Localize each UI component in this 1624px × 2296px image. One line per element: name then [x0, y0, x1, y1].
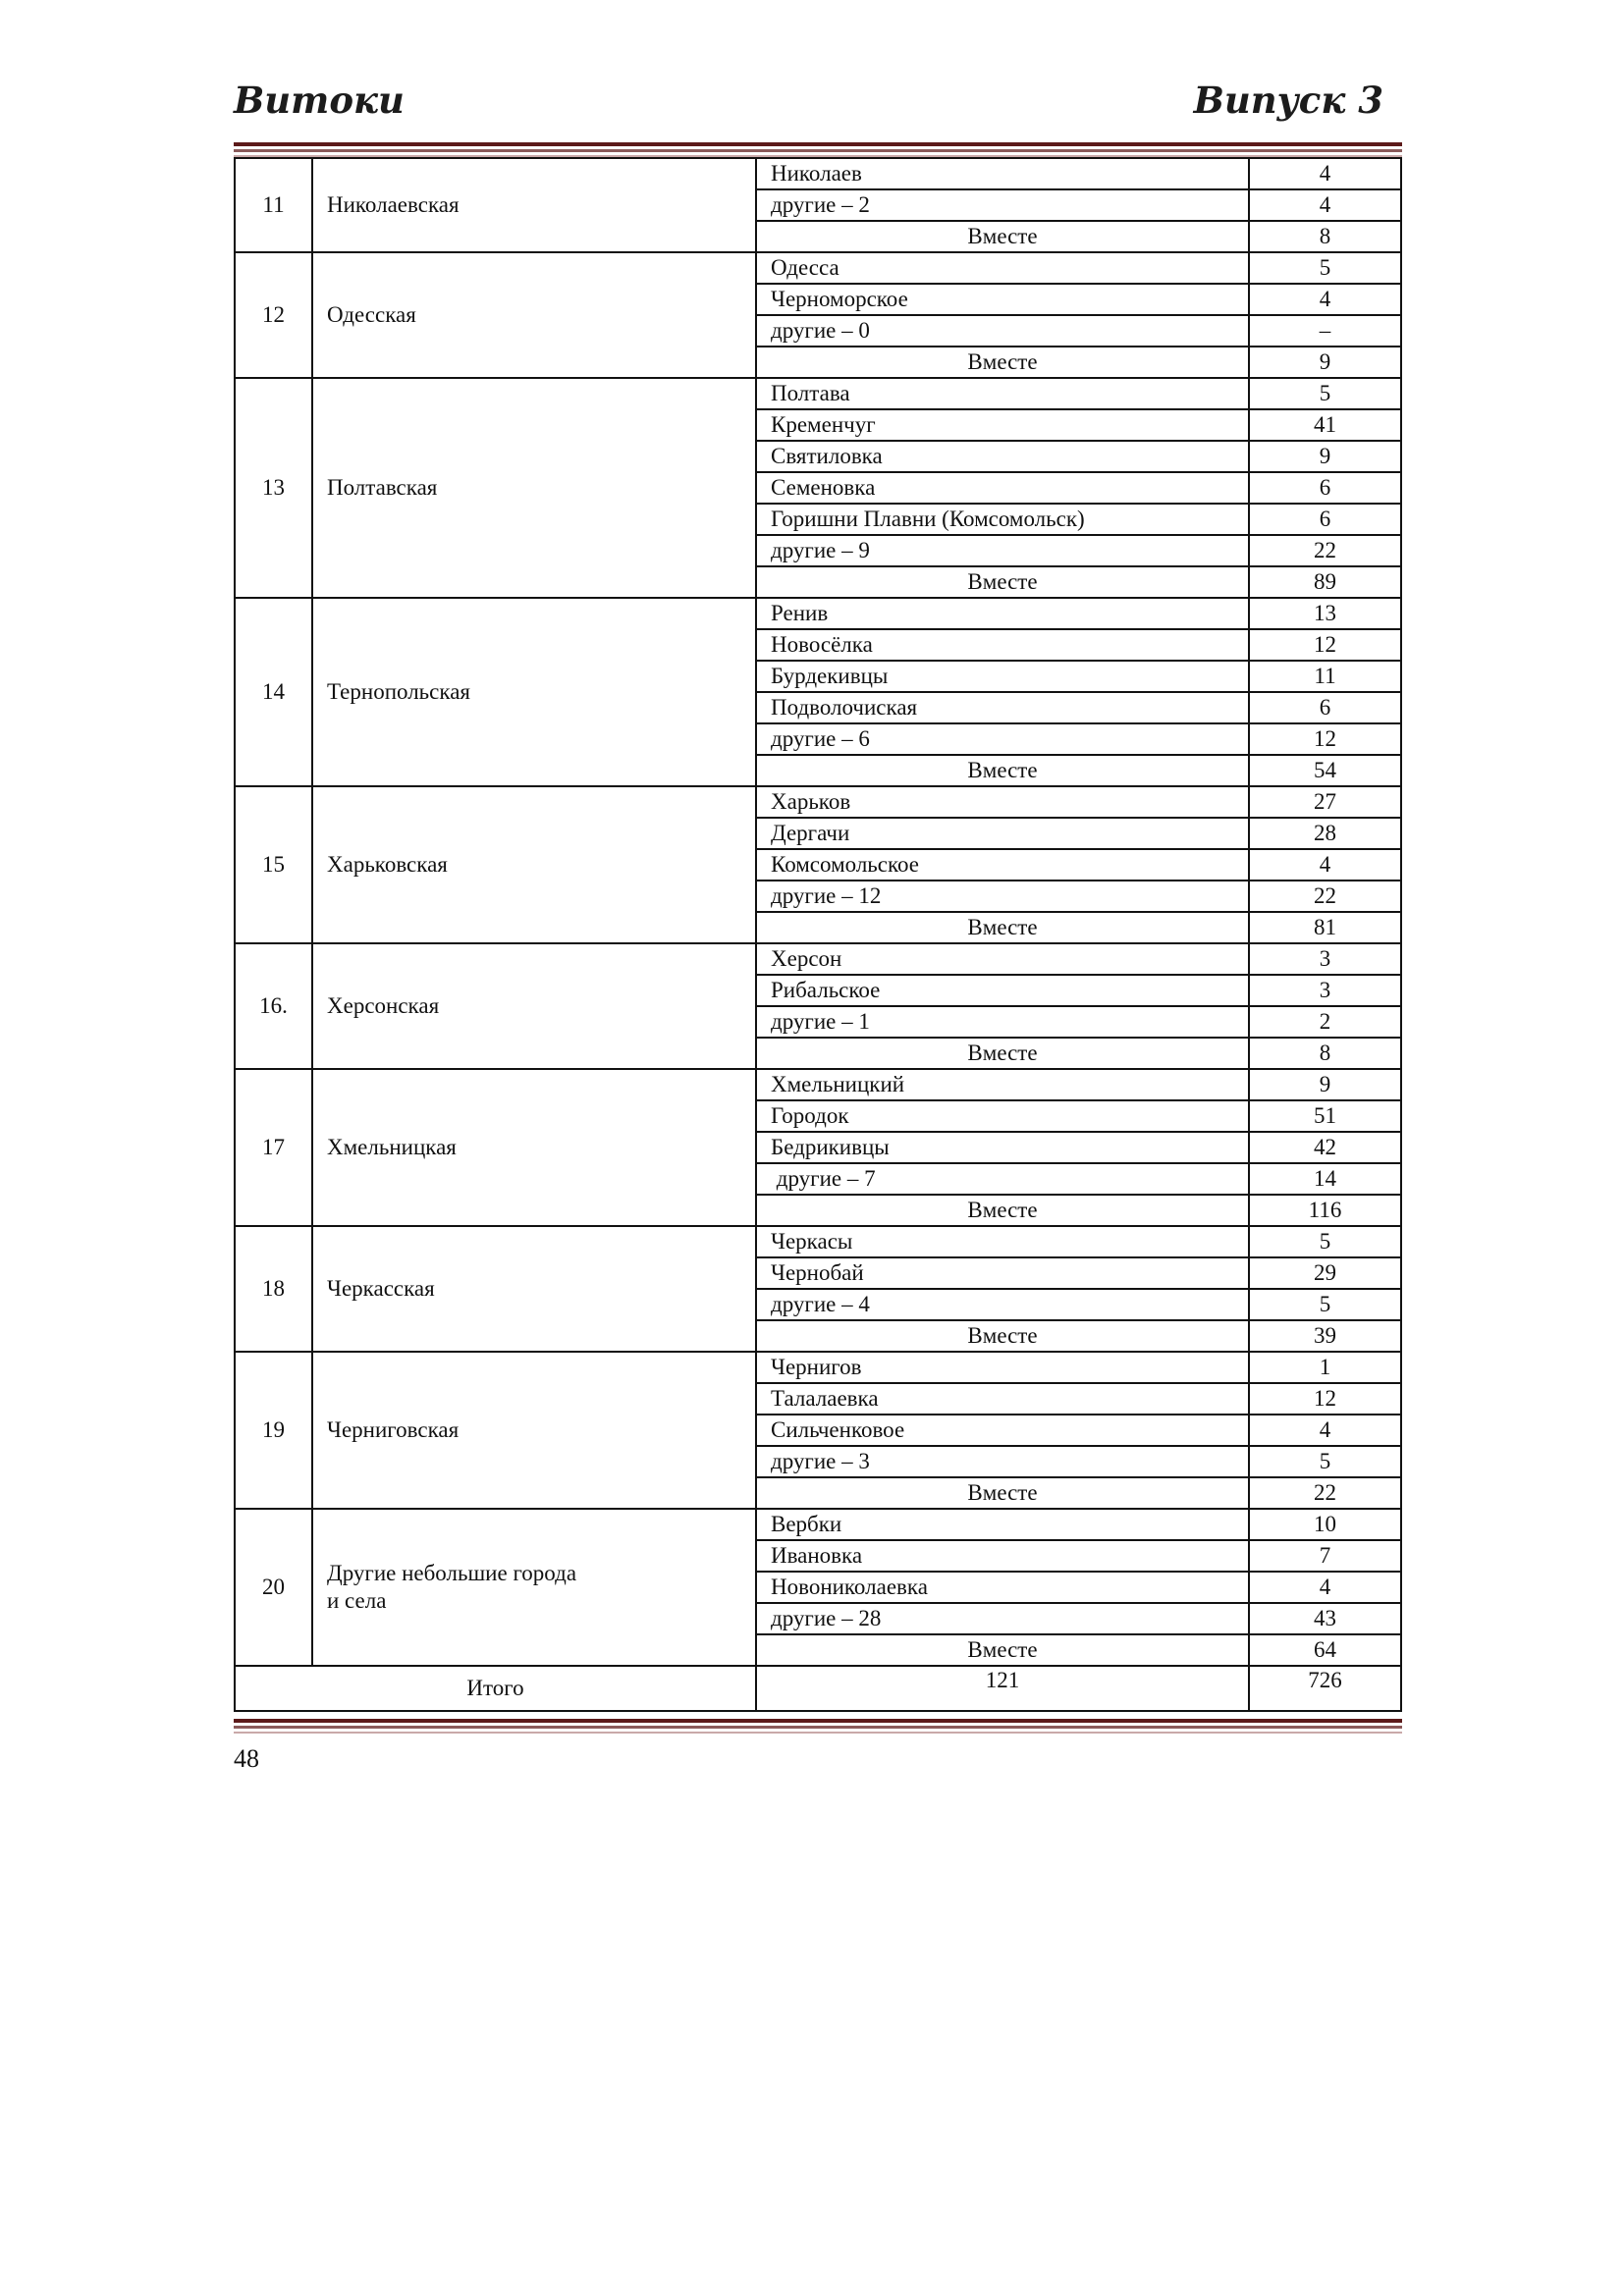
- settlement-count: 28: [1249, 818, 1401, 849]
- table-row: [235, 598, 1401, 629]
- settlement-name: Новониколаевка: [756, 1572, 1249, 1603]
- settlement-count: 43: [1249, 1603, 1401, 1634]
- subtotal-value: 39: [1249, 1320, 1401, 1352]
- settlement-name: Горишни Плавни (Комсомольск): [756, 504, 1249, 535]
- settlement-count: 51: [1249, 1100, 1401, 1132]
- settlement-count: 12: [1249, 629, 1401, 661]
- settlement-name: другие – 6: [756, 723, 1249, 755]
- table-row: [235, 1069, 1401, 1100]
- total-count: 726: [1249, 1666, 1401, 1711]
- subtotal-label: Вместе: [756, 566, 1249, 598]
- settlement-count: 22: [1249, 881, 1401, 912]
- settlement-name: Рибальское: [756, 975, 1249, 1006]
- settlement-name: Новосёлка: [756, 629, 1249, 661]
- settlement-count: 5: [1249, 1226, 1401, 1257]
- row-number: 16.: [235, 943, 312, 1069]
- region-name: Херсонская: [312, 943, 756, 1069]
- table-row: [235, 1352, 1401, 1383]
- row-number: 11: [235, 158, 312, 252]
- region-name: Черниговская: [312, 1352, 756, 1509]
- settlement-count: 27: [1249, 786, 1401, 818]
- settlement-name: Полтава: [756, 378, 1249, 409]
- settlement-name: другие – 0: [756, 315, 1249, 347]
- running-header-issue: Випуск 3: [1193, 79, 1383, 122]
- settlement-name: Святиловка: [756, 441, 1249, 472]
- table-row: [235, 1509, 1401, 1540]
- settlement-name: Херсон: [756, 943, 1249, 975]
- region-name: Другие небольшие города и села: [312, 1509, 756, 1666]
- region-name: Николаевская: [312, 158, 756, 252]
- settlement-count: 12: [1249, 723, 1401, 755]
- row-number: 13: [235, 378, 312, 598]
- region-name: Хмельницкая: [312, 1069, 756, 1226]
- settlements-table: [234, 157, 1402, 1712]
- settlement-name: Сильченковое: [756, 1415, 1249, 1446]
- region-name: Тернопольская: [312, 598, 756, 786]
- subtotal-label: Вместе: [756, 1634, 1249, 1666]
- table-row: [235, 943, 1401, 975]
- subtotal-value: 54: [1249, 755, 1401, 786]
- settlement-name: другие – 7: [756, 1163, 1249, 1195]
- subtotal-value: 22: [1249, 1477, 1401, 1509]
- settlement-name: Бурдекивцы: [756, 661, 1249, 692]
- footer-rule: [234, 1719, 1402, 1734]
- settlement-count: 2: [1249, 1006, 1401, 1038]
- row-number: 17: [235, 1069, 312, 1226]
- settlement-name: Ивановка: [756, 1540, 1249, 1572]
- subtotal-label: Вместе: [756, 1477, 1249, 1509]
- settlement-name: Подволочиская: [756, 692, 1249, 723]
- settlement-name: другие – 12: [756, 881, 1249, 912]
- settlement-count: 4: [1249, 849, 1401, 881]
- subtotal-label: Вместе: [756, 221, 1249, 252]
- subtotal-value: 81: [1249, 912, 1401, 943]
- page-number: 48: [234, 1744, 259, 1773]
- settlement-name: Дергачи: [756, 818, 1249, 849]
- subtotal-label: Вместе: [756, 755, 1249, 786]
- subtotal-label: Вместе: [756, 1320, 1249, 1352]
- running-header-title: Витоки: [234, 79, 405, 122]
- region-name: Черкасская: [312, 1226, 756, 1352]
- settlement-count: 11: [1249, 661, 1401, 692]
- settlement-count: 4: [1249, 158, 1401, 189]
- settlement-count: 6: [1249, 472, 1401, 504]
- row-number: 14: [235, 598, 312, 786]
- settlement-name: Семеновка: [756, 472, 1249, 504]
- subtotal-value: 8: [1249, 1038, 1401, 1069]
- settlement-count: –: [1249, 315, 1401, 347]
- region-name: Одесская: [312, 252, 756, 378]
- settlements-table-body: [235, 158, 1401, 1711]
- settlement-name: Чернигов: [756, 1352, 1249, 1383]
- settlement-count: 42: [1249, 1132, 1401, 1163]
- settlement-count: 12: [1249, 1383, 1401, 1415]
- settlement-name: Городок: [756, 1100, 1249, 1132]
- settlement-count: 41: [1249, 409, 1401, 441]
- settlement-name: другие – 28: [756, 1603, 1249, 1634]
- settlement-name: Вербки: [756, 1509, 1249, 1540]
- region-name: Харьковская: [312, 786, 756, 943]
- settlement-count: 29: [1249, 1257, 1401, 1289]
- settlement-count: 5: [1249, 1289, 1401, 1320]
- total-row: [235, 1666, 1401, 1711]
- subtotal-label: Вместе: [756, 347, 1249, 378]
- settlement-count: 5: [1249, 1446, 1401, 1477]
- settlement-count: 9: [1249, 1069, 1401, 1100]
- row-number: 12: [235, 252, 312, 378]
- settlement-name: Черноморское: [756, 284, 1249, 315]
- table-row: [235, 252, 1401, 284]
- settlement-name: другие – 3: [756, 1446, 1249, 1477]
- settlement-count: 5: [1249, 378, 1401, 409]
- settlement-name: другие – 2: [756, 189, 1249, 221]
- subtotal-value: 116: [1249, 1195, 1401, 1226]
- settlement-name: другие – 1: [756, 1006, 1249, 1038]
- settlement-count: 4: [1249, 1572, 1401, 1603]
- settlement-count: 14: [1249, 1163, 1401, 1195]
- settlement-name: Черкасы: [756, 1226, 1249, 1257]
- settlement-count: 4: [1249, 189, 1401, 221]
- settlement-count: 10: [1249, 1509, 1401, 1540]
- settlement-name: Одесса: [756, 252, 1249, 284]
- table-row: [235, 1226, 1401, 1257]
- subtotal-value: 9: [1249, 347, 1401, 378]
- table-row: [235, 786, 1401, 818]
- settlement-name: Хмельницкий: [756, 1069, 1249, 1100]
- settlement-name: Бедрикивцы: [756, 1132, 1249, 1163]
- settlement-count: 7: [1249, 1540, 1401, 1572]
- settlement-name: Кременчуг: [756, 409, 1249, 441]
- settlement-name: Ренив: [756, 598, 1249, 629]
- settlement-count: 22: [1249, 535, 1401, 566]
- settlement-count: 13: [1249, 598, 1401, 629]
- subtotal-label: Вместе: [756, 1038, 1249, 1069]
- settlement-count: 4: [1249, 1415, 1401, 1446]
- settlement-count: 4: [1249, 284, 1401, 315]
- settlement-name: Талалаевка: [756, 1383, 1249, 1415]
- row-number: 19: [235, 1352, 312, 1509]
- subtotal-value: 8: [1249, 221, 1401, 252]
- settlement-count: 1: [1249, 1352, 1401, 1383]
- total-label: Итого: [235, 1666, 756, 1711]
- row-number: 15: [235, 786, 312, 943]
- subtotal-label: Вместе: [756, 1195, 1249, 1226]
- settlement-count: 9: [1249, 441, 1401, 472]
- row-number: 18: [235, 1226, 312, 1352]
- region-name: Полтавская: [312, 378, 756, 598]
- settlement-count: 6: [1249, 504, 1401, 535]
- settlement-name: другие – 4: [756, 1289, 1249, 1320]
- settlement-name: другие – 9: [756, 535, 1249, 566]
- settlement-count: 3: [1249, 975, 1401, 1006]
- row-number: 20: [235, 1509, 312, 1666]
- header-rule: [234, 142, 1402, 157]
- settlement-count: 3: [1249, 943, 1401, 975]
- subtotal-value: 64: [1249, 1634, 1401, 1666]
- settlement-count: 5: [1249, 252, 1401, 284]
- settlement-name: Чернобай: [756, 1257, 1249, 1289]
- subtotal-label: Вместе: [756, 912, 1249, 943]
- settlement-name: Комсомольское: [756, 849, 1249, 881]
- total-places: 121: [756, 1666, 1249, 1711]
- settlement-name: Николаев: [756, 158, 1249, 189]
- settlement-count: 6: [1249, 692, 1401, 723]
- table-row: [235, 158, 1401, 189]
- subtotal-value: 89: [1249, 566, 1401, 598]
- table-row: [235, 378, 1401, 409]
- settlement-name: Харьков: [756, 786, 1249, 818]
